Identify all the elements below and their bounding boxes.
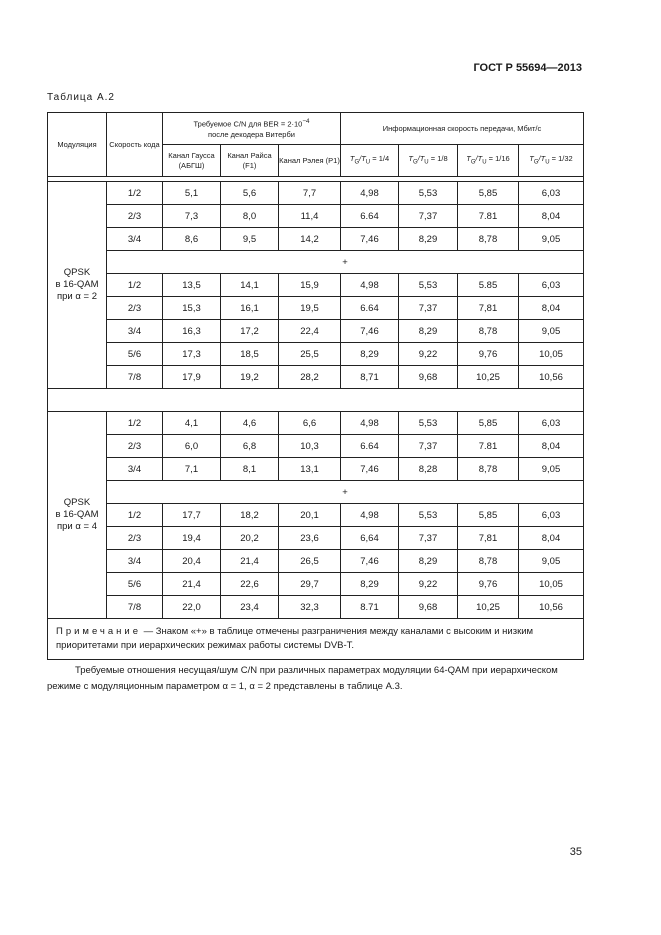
code-rate-cell: 3/4 (107, 320, 163, 343)
value-cell: 7,7 (279, 182, 341, 205)
value-cell: 8,78 (458, 320, 519, 343)
code-rate-cell: 2/3 (107, 527, 163, 550)
value-cell: 21,4 (221, 550, 279, 573)
value-cell: 5.85 (458, 274, 519, 297)
value-cell: 17,2 (221, 320, 279, 343)
value-cell: 9,05 (519, 320, 584, 343)
value-cell: 10,3 (279, 435, 341, 458)
table-row (48, 596, 584, 619)
value-cell: 18,2 (221, 504, 279, 527)
modulation-cell (48, 412, 107, 619)
value-cell: 23,4 (221, 596, 279, 619)
priority-separator: + (107, 481, 584, 504)
value-cell: 8,29 (399, 320, 458, 343)
value-cell: 6,03 (519, 504, 584, 527)
header-info-rate: Информационная скорость передачи, Мбит/с (341, 113, 584, 145)
table-row (48, 412, 584, 435)
code-rate-cell: 5/6 (107, 573, 163, 596)
value-cell: 5,53 (399, 182, 458, 205)
table-row (48, 458, 584, 481)
value-cell: 15,3 (163, 297, 221, 320)
value-cell: 4,98 (341, 182, 399, 205)
value-cell: 23,6 (279, 527, 341, 550)
header-guard-1-32: $T_G/T_U = 1/32$ (519, 145, 584, 177)
value-cell: 7,37 (399, 205, 458, 228)
table-row (48, 274, 584, 297)
code-rate-cell: 1/2 (107, 412, 163, 435)
value-cell: 28,2 (279, 366, 341, 389)
page-number: 35 (569, 846, 582, 858)
code-rate-cell: 3/4 (107, 550, 163, 573)
table-note (48, 619, 584, 660)
code-rate-cell: 7/8 (107, 366, 163, 389)
value-cell: 6,8 (221, 435, 279, 458)
code-rate-cell: 2/3 (107, 205, 163, 228)
header-gauss: Канал Гаусса (АБГШ) (163, 145, 221, 177)
value-cell: 22,0 (163, 596, 221, 619)
value-cell: 5,85 (458, 412, 519, 435)
value-cell: 6.64 (341, 205, 399, 228)
value-cell: 19,2 (221, 366, 279, 389)
value-cell: 8,78 (458, 550, 519, 573)
header-modulation: Модуляция (48, 113, 107, 177)
value-cell: 8,1 (221, 458, 279, 481)
table-row (48, 366, 584, 389)
value-cell: 7,37 (399, 297, 458, 320)
value-cell: 13,1 (279, 458, 341, 481)
value-cell: 8,71 (341, 366, 399, 389)
modulation-line: при α = 2 (57, 291, 97, 302)
table-caption: Таблица А.2 (47, 92, 115, 103)
value-cell: 9,68 (399, 596, 458, 619)
header-guard-1-16: $T_G/T_U = 1/16$ (458, 145, 519, 177)
value-cell: 6,64 (341, 527, 399, 550)
table-row (48, 573, 584, 596)
block-gap (48, 389, 584, 412)
code-rate-cell: 1/2 (107, 274, 163, 297)
value-cell: 8,04 (519, 527, 584, 550)
modulation-line: QPSK (63, 497, 91, 508)
value-cell: 9,22 (399, 573, 458, 596)
value-cell: 8,04 (519, 297, 584, 320)
value-cell: 8,04 (519, 205, 584, 228)
code-rate-cell: 2/3 (107, 297, 163, 320)
header-cn-required: Требуемое C/N для BER = $2\cdot 10^{-4}$ после декодера Витерби (163, 113, 341, 145)
value-cell: 18,5 (221, 343, 279, 366)
value-cell: 8.71 (341, 596, 399, 619)
value-cell: 10,25 (458, 596, 519, 619)
paragraph: Требуемые отношения несущая/шум C/N при различных параметрах модуляции 64-QAM при иерархическом режиме с модуляционным параметром α = 1, α = 2 представлены в таблице А.3. (47, 665, 558, 692)
value-cell: 16,3 (163, 320, 221, 343)
table-row (48, 550, 584, 573)
table-row (48, 527, 584, 550)
value-cell: 7,46 (341, 458, 399, 481)
table-row (48, 228, 584, 251)
value-cell: 9,05 (519, 228, 584, 251)
value-cell: 32,3 (279, 596, 341, 619)
value-cell: 7,46 (341, 320, 399, 343)
value-cell: 6.64 (341, 297, 399, 320)
modulation-line: в 16-QAM (55, 279, 99, 290)
table-row (48, 297, 584, 320)
table-row (48, 343, 584, 366)
value-cell: 21,4 (163, 573, 221, 596)
value-cell: 7,46 (341, 550, 399, 573)
value-cell: 6.64 (341, 435, 399, 458)
priority-separator: + (107, 251, 584, 274)
data-table (47, 112, 584, 660)
value-cell: 20,2 (221, 527, 279, 550)
table-row (48, 205, 584, 228)
modulation-line: QPSK (63, 267, 91, 278)
value-cell: 6,03 (519, 182, 584, 205)
value-cell: 8,04 (519, 435, 584, 458)
code-rate-cell: 3/4 (107, 458, 163, 481)
value-cell: 8,28 (399, 458, 458, 481)
code-rate-cell: 3/4 (107, 228, 163, 251)
value-cell: 20,4 (163, 550, 221, 573)
code-rate-cell: 2/3 (107, 435, 163, 458)
value-cell: 7,81 (458, 297, 519, 320)
value-cell: 17,9 (163, 366, 221, 389)
header-rice: Канал Райса (F1) (221, 145, 279, 177)
value-cell: 4,98 (341, 412, 399, 435)
value-cell: 8,78 (458, 228, 519, 251)
table-row (48, 504, 584, 527)
standard-number: ГОСТ Р 55694—2013 (473, 62, 582, 74)
value-cell: 7,81 (458, 527, 519, 550)
value-cell: 25,5 (279, 343, 341, 366)
code-rate-cell: 1/2 (107, 182, 163, 205)
value-cell: 5,85 (458, 504, 519, 527)
value-cell: 7,37 (399, 435, 458, 458)
value-cell: 8,78 (458, 458, 519, 481)
value-cell: 5,53 (399, 412, 458, 435)
value-cell: 9,05 (519, 550, 584, 573)
value-cell: 5,53 (399, 274, 458, 297)
value-cell: 7.81 (458, 435, 519, 458)
value-cell: 10,56 (519, 596, 584, 619)
value-cell: 14,2 (279, 228, 341, 251)
value-cell: 4,98 (341, 274, 399, 297)
value-cell: 10,05 (519, 573, 584, 596)
value-cell: 14,1 (221, 274, 279, 297)
value-cell: 6,03 (519, 274, 584, 297)
code-rate-cell: 7/8 (107, 596, 163, 619)
value-cell: 22,4 (279, 320, 341, 343)
value-cell: 4,98 (341, 504, 399, 527)
value-cell: 22,6 (221, 573, 279, 596)
header-code-rate: Скорость кода (107, 113, 163, 177)
value-cell: 9,68 (399, 366, 458, 389)
value-cell: 8,29 (341, 343, 399, 366)
value-cell: 7,1 (163, 458, 221, 481)
value-cell: 8,6 (163, 228, 221, 251)
value-cell: 7,3 (163, 205, 221, 228)
value-cell: 5,53 (399, 504, 458, 527)
note-label: Примечание (56, 626, 141, 637)
value-cell: 9,22 (399, 343, 458, 366)
header-guard-1-4: $T_G/T_U = 1/4$ (341, 145, 399, 177)
code-rate-cell: 5/6 (107, 343, 163, 366)
note-text: — Знаком «+» в таблице отмечены разграничения между каналами с высоким и низким приоритетами при иерархических режимах работы системы DVB-T. (56, 626, 534, 651)
modulation-cell (48, 182, 107, 389)
table-row (48, 435, 584, 458)
value-cell: 8,29 (399, 550, 458, 573)
value-cell: 17,7 (163, 504, 221, 527)
value-cell: 5,85 (458, 182, 519, 205)
value-cell: 7,46 (341, 228, 399, 251)
value-cell: 20,1 (279, 504, 341, 527)
value-cell: 10,05 (519, 343, 584, 366)
modulation-line: в 16-QAM (55, 509, 99, 520)
value-cell: 19,5 (279, 297, 341, 320)
value-cell: 9,76 (458, 573, 519, 596)
value-cell: 5,6 (221, 182, 279, 205)
value-cell: 26,5 (279, 550, 341, 573)
value-cell: 7,37 (399, 527, 458, 550)
value-cell: 8,29 (399, 228, 458, 251)
value-cell: 9,76 (458, 343, 519, 366)
value-cell: 13,5 (163, 274, 221, 297)
header-guard-1-8: $T_G/T_U = 1/8$ (399, 145, 458, 177)
value-cell: 10,56 (519, 366, 584, 389)
value-cell: 6,0 (163, 435, 221, 458)
modulation-line: при α = 4 (57, 521, 97, 532)
value-cell: 6,6 (279, 412, 341, 435)
value-cell: 6,03 (519, 412, 584, 435)
value-cell: 7.81 (458, 205, 519, 228)
value-cell: 10,25 (458, 366, 519, 389)
value-cell: 5,1 (163, 182, 221, 205)
code-rate-cell: 1/2 (107, 504, 163, 527)
table-row (48, 320, 584, 343)
header-rayleigh: Канал Рэлея (P1) (279, 145, 341, 177)
value-cell: 19,4 (163, 527, 221, 550)
value-cell: 8,29 (341, 573, 399, 596)
value-cell: 8,0 (221, 205, 279, 228)
table-row (48, 182, 584, 205)
value-cell: 15,9 (279, 274, 341, 297)
value-cell: 17,3 (163, 343, 221, 366)
value-cell: 9,5 (221, 228, 279, 251)
value-cell: 11,4 (279, 205, 341, 228)
value-cell: 4,1 (163, 412, 221, 435)
value-cell: 4,6 (221, 412, 279, 435)
value-cell: 9,05 (519, 458, 584, 481)
value-cell: 29,7 (279, 573, 341, 596)
value-cell: 16,1 (221, 297, 279, 320)
